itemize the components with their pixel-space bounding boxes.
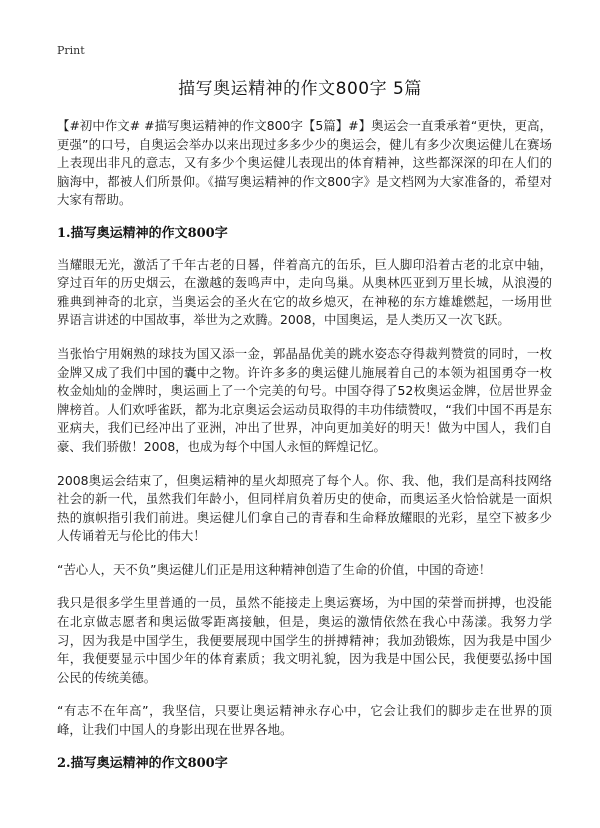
print-label: Print <box>57 44 85 57</box>
section-1-paragraph-4: “苦心人，天不负”奥运健儿们正是用这种精神创造了生命的价值，中国的奇迹！ <box>57 561 492 577</box>
section-1-paragraph-2: 当张怡宁用娴熟的球技为国又添一金，郭晶晶优美的跳水姿态夺得裁判赞赏的同时，一枚金牌又成了我们中国的囊中之物。许许多多的奥运健儿施展着自己的本领为祖国勇夺一枚枚金灿灿的金牌时，奥运画上了一个完美的句号。中国夺得了52枚奥运金牌，位居世界金牌榜首。人们欢呼雀跃，都为北京奥运会运动员取得的丰功伟绩赞叹，“我们中国不再是东亚病夫，我们已经冲出了亚洲，冲出了世界，冲向更加美好的明天！做为中国人，我们自豪、我们骄傲！2008，也成为每个中国人永恒的辉煌记忆。 <box>57 345 552 454</box>
section-heading-2: 2.描写奥运精神的作文800字 <box>57 755 228 771</box>
section-1-paragraph-3: 2008奥运会结束了，但奥运精神的星火却照亮了每个人。你、我、他，我们是高科技网络社会的新一代，虽然我们年龄小，但同样肩负着历史的使命，而奥运圣火恰恰就是一面炽热的旗帜指引我们前进。奥运健儿们拿自己的青春和生命释放耀眼的光彩，星空下被多少人传诵着无与伦比的伟大！ <box>57 472 552 544</box>
section-1-paragraph-5: 我只是很多学生里普通的一员，虽然不能接走上奥运赛场，为中国的荣誉而拼搏，也没能在北京做志愿者和奥运做零距离接触，但是，奥运的激情依然在我心中荡漾。我努力学习，因为我是中国学生，我便要展现中国学生的拼搏精神；我加劲锻炼，因为我是中国少年，我便要显示中国少年的体育素质；我文明礼貌，因为我是中国公民，我便要弘扬中国公民的传统美德。 <box>57 595 552 685</box>
section-1-paragraph-1: 当耀眼无光，激活了千年古老的日晷，伴着高亢的缶乐，巨人脚印沿着古老的北京中轴，穿过百年的历史烟云，在激越的轰鸣声中，走向鸟巢。从奥林匹亚到万里长城，从浪漫的雅典到神奇的北京，当奥运会的圣火在它的故乡熄灭，在神秘的东方雄雄燃起，一场用世界语言讲述的中国故事，举世为之欢腾。2008，中国奥运，是人类历又一次飞跃。 <box>57 256 552 328</box>
page-title: 描写奥运精神的作文800字 5篇 <box>178 79 422 99</box>
article-body <box>57 117 552 785</box>
intro-paragraph: 【#初中作文# #描写奥运精神的作文800字【5篇】#】奥运会一直秉承着“更快，更高，更强”的口号，自奥运会举办以来出现过多多少少的奥运会，健儿有多少次奥运健儿在赛场上表现出非凡的意志，又有多少个奥运健儿表现出的体育精神，这些都深深的印在人们的脑海中，都被人们所景仰。《描写奥运精神的作文800字》是文档网为大家准备的，希望对大家有帮助。 <box>57 118 552 208</box>
section-heading-1: 1.描写奥运精神的作文800字 <box>57 225 228 241</box>
section-1-paragraph-6: “有志不在年高”，我坚信，只要让奥运精神永存心中，它会让我们的脚步走在世界的顶峰，让我们中国人的身影出现在世界各地。 <box>57 703 552 738</box>
